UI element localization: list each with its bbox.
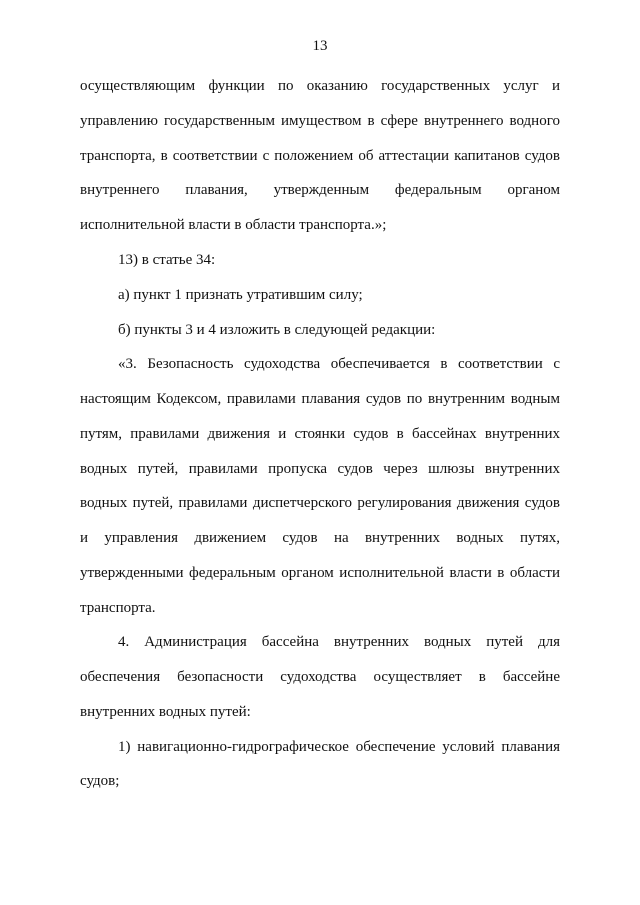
- text-line: обеспечения безопасности судоходства осуществляет в бассейне: [80, 669, 560, 685]
- list-item: а) пункт 1 признать утратившим силу;: [118, 287, 363, 303]
- text-line: водных путей, правилами пропуска судов через шлюзы внутренних: [80, 461, 560, 477]
- text-line: транспорта.: [80, 600, 156, 616]
- text-line: осуществляющим функции по оказанию государственных услуг и: [80, 78, 560, 94]
- text-line: «3. Безопасность судоходства обеспечивается в соответствии с: [118, 356, 560, 372]
- text-line: утвержденными федеральным органом исполнительной власти в области: [80, 565, 560, 581]
- text-line: транспорта, в соответствии с положением об аттестации капитанов судов: [80, 148, 560, 164]
- text-line: настоящим Кодексом, правилами плавания судов по внутренним водным: [80, 391, 560, 407]
- list-item: 13) в статье 34:: [118, 252, 216, 268]
- text-line: и управления движением судов на внутренних водных путях,: [80, 530, 560, 546]
- text-line: внутренних водных путей:: [80, 704, 251, 720]
- text-line: путям, правилами движения и стоянки судов в бассейнах внутренних: [80, 426, 560, 442]
- page-number: 13: [312, 38, 328, 54]
- text-line: исполнительной власти в области транспорта.»;: [80, 217, 387, 233]
- text-line: водных путей, правилами диспетчерского регулирования движения судов: [80, 495, 560, 511]
- list-item: б) пункты 3 и 4 изложить в следующей редакции:: [118, 322, 436, 338]
- text-line: 4. Администрация бассейна внутренних водных путей для: [118, 634, 560, 650]
- text-line: управлению государственным имуществом в сфере внутреннего водного: [80, 113, 560, 129]
- text-line: судов;: [80, 773, 120, 789]
- text-line: внутреннего плавания, утвержденным федеральным органом: [80, 182, 560, 198]
- text-line: 1) навигационно-гидрографическое обеспечение условий плавания: [118, 739, 560, 755]
